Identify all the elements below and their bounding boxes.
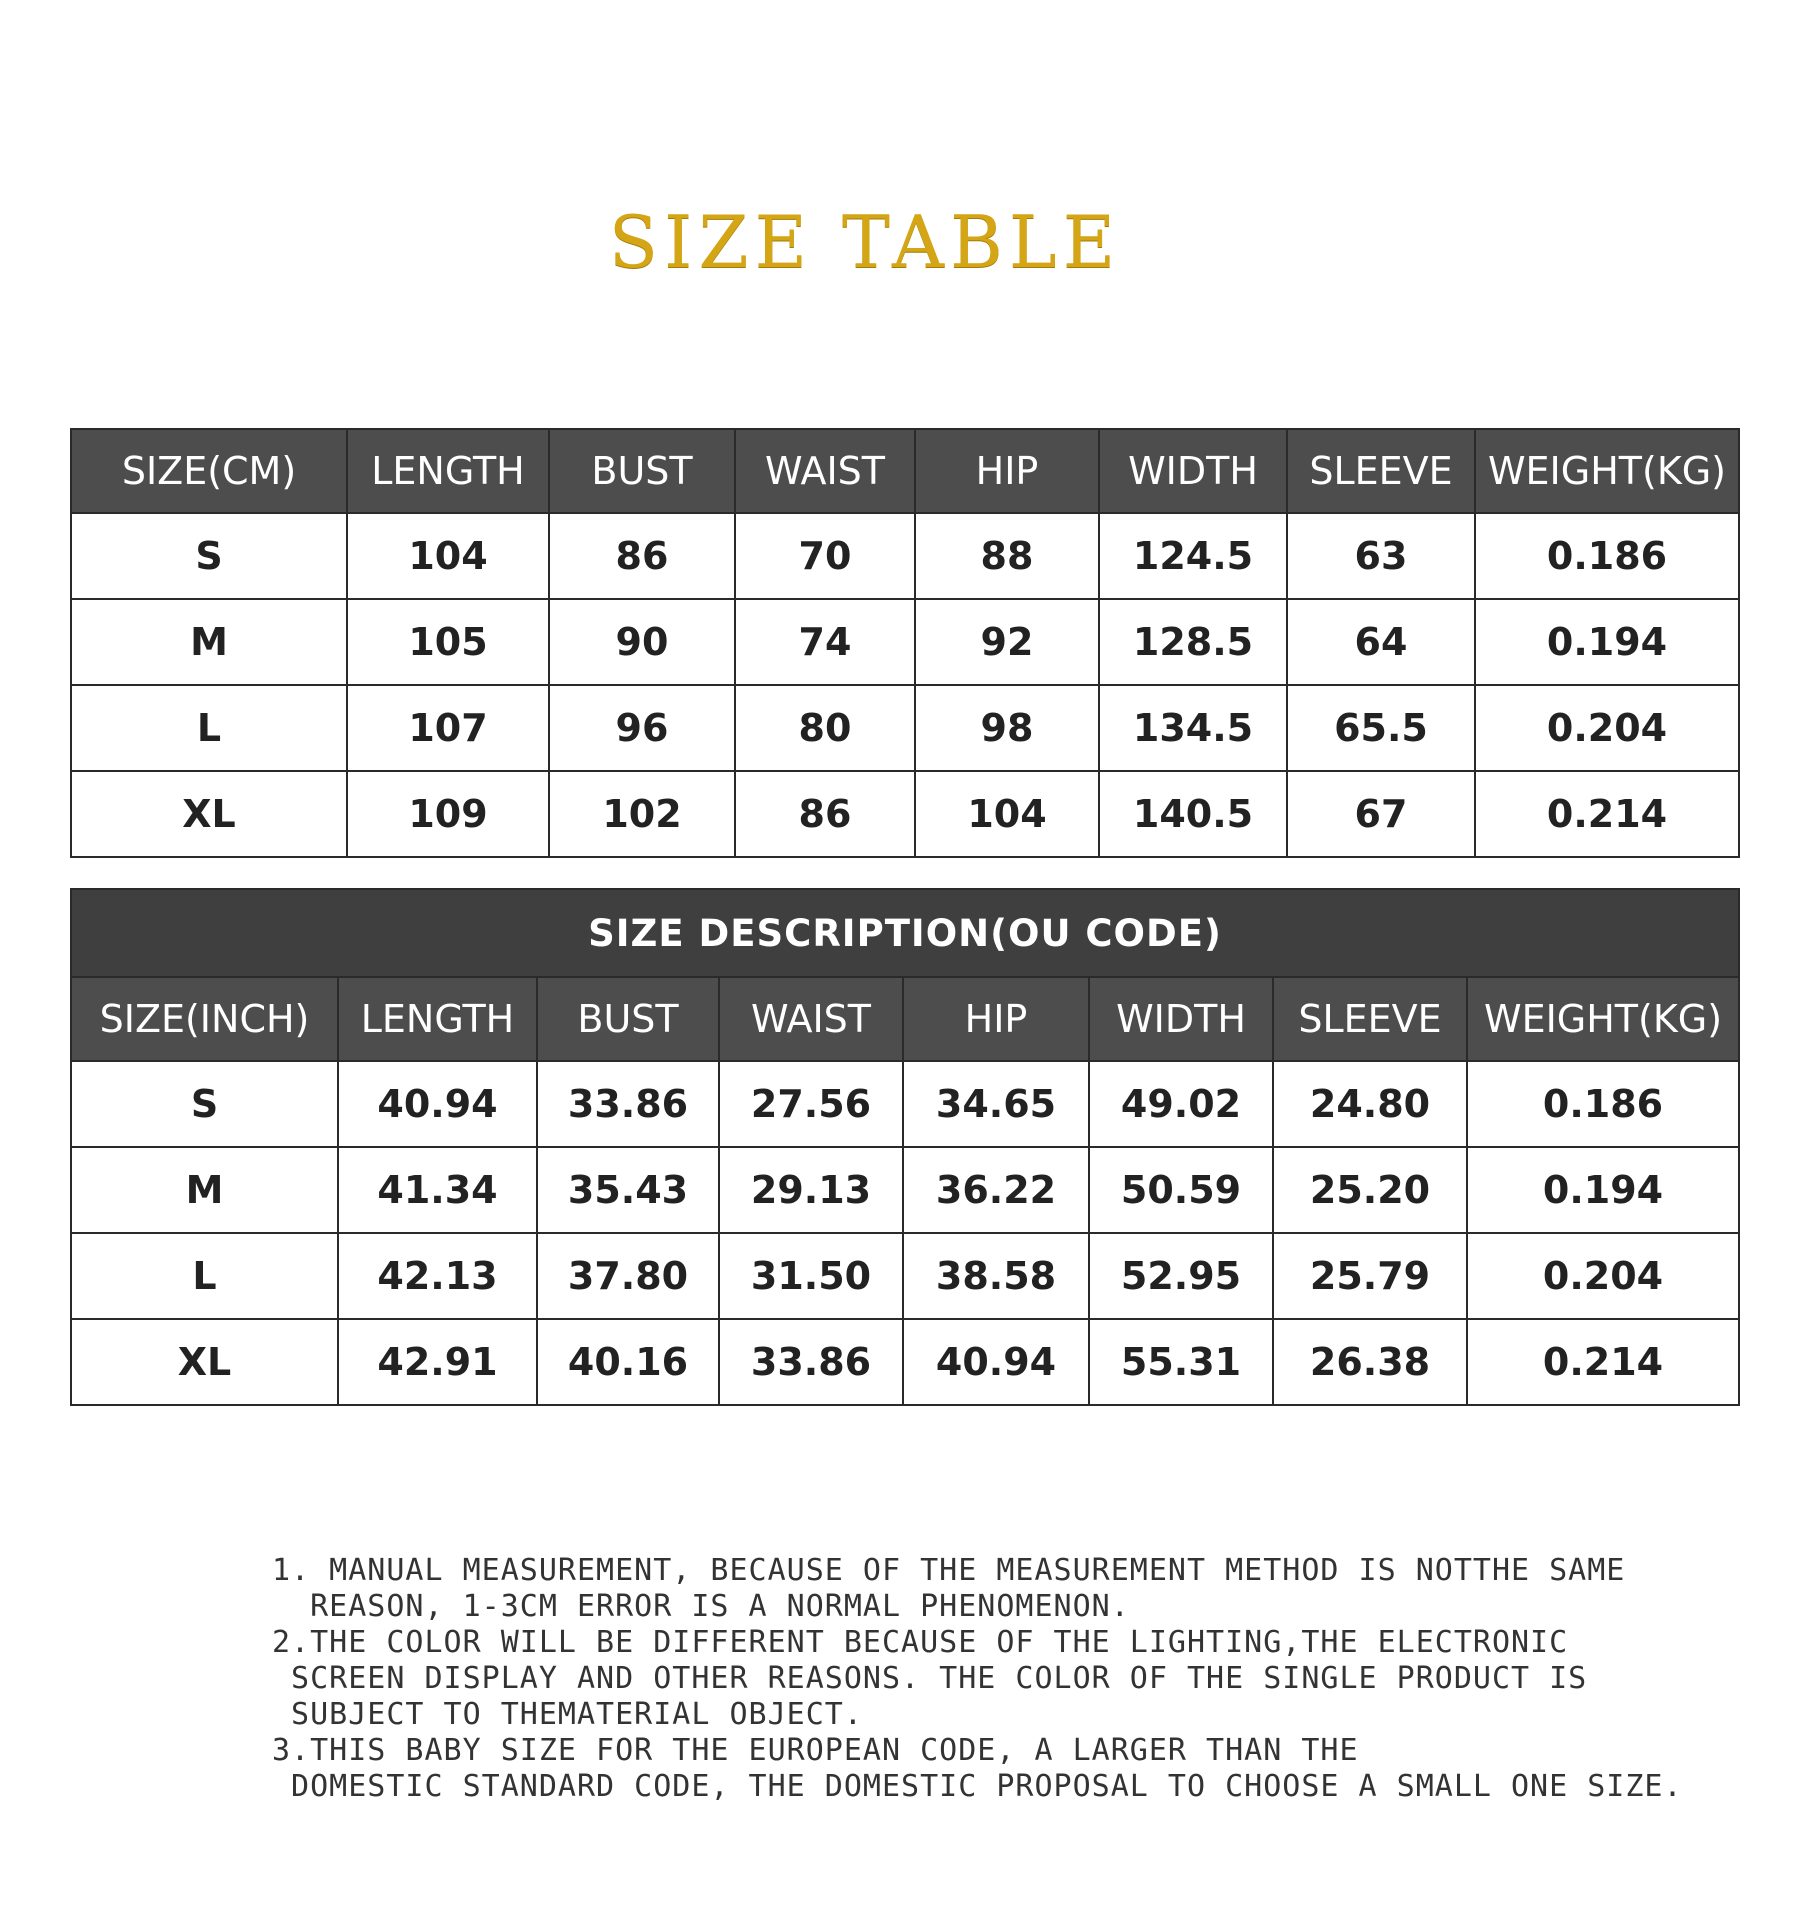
table-cell: 40.16	[537, 1319, 719, 1405]
size-label: M	[71, 1147, 338, 1233]
table-cell: 27.56	[719, 1061, 903, 1147]
table-cell: 26.38	[1273, 1319, 1467, 1405]
size-label: M	[71, 599, 347, 685]
table-cell: 86	[549, 513, 735, 599]
table-cell: 25.79	[1273, 1233, 1467, 1319]
table-cell: 104	[347, 513, 549, 599]
table-cell: 90	[549, 599, 735, 685]
table-cell: 107	[347, 685, 549, 771]
note-line: DOMESTIC STANDARD CODE, THE DOMESTIC PROPOSAL TO CHOOSE A SMALL ONE SIZE.	[272, 1769, 1683, 1804]
size-description-banner: SIZE DESCRIPTION(OU CODE)	[71, 889, 1739, 977]
table-cell: 0.214	[1467, 1319, 1739, 1405]
column-header: WEIGHT(KG)	[1475, 429, 1739, 513]
table-cell: 74	[735, 599, 915, 685]
table-row	[71, 599, 1739, 685]
table-cell: 40.94	[338, 1061, 537, 1147]
column-header: HIP	[903, 977, 1089, 1061]
table-cell: 0.186	[1475, 513, 1739, 599]
column-header: SIZE(INCH)	[71, 977, 338, 1061]
table-row	[71, 685, 1739, 771]
table-cell: 0.194	[1475, 599, 1739, 685]
table-cell: 105	[347, 599, 549, 685]
column-header: WAIST	[719, 977, 903, 1061]
size-label: S	[71, 1061, 338, 1147]
table-cell: 86	[735, 771, 915, 857]
table-cell: 34.65	[903, 1061, 1089, 1147]
size-label: S	[71, 513, 347, 599]
table-row	[71, 1319, 1739, 1405]
table-cell: 98	[915, 685, 1099, 771]
table-cell: 124.5	[1099, 513, 1287, 599]
column-header: LENGTH	[338, 977, 537, 1061]
note-line: SUBJECT TO THEMATERIAL OBJECT.	[272, 1697, 863, 1732]
table-cell: 55.31	[1089, 1319, 1273, 1405]
size-label: L	[71, 1233, 338, 1319]
table-cell: 37.80	[537, 1233, 719, 1319]
column-header: LENGTH	[347, 429, 549, 513]
table-cell: 67	[1287, 771, 1475, 857]
table-cell: 29.13	[719, 1147, 903, 1233]
table-cell: 0.204	[1475, 685, 1739, 771]
table-cell: 38.58	[903, 1233, 1089, 1319]
table-cell: 33.86	[537, 1061, 719, 1147]
note-line: REASON, 1-3CM ERROR IS A NORMAL PHENOMENON.	[272, 1589, 1130, 1624]
table-cell: 80	[735, 685, 915, 771]
table-cell: 25.20	[1273, 1147, 1467, 1233]
table-cell: 42.91	[338, 1319, 537, 1405]
table-cell: 128.5	[1099, 599, 1287, 685]
measurement-notes	[272, 1553, 1692, 1805]
note-line: 3.THIS BABY SIZE FOR THE EUROPEAN CODE, A LARGER THAN THE	[272, 1733, 1359, 1768]
column-header: SIZE(CM)	[71, 429, 347, 513]
table-cell: 52.95	[1089, 1233, 1273, 1319]
size-table-inch	[70, 888, 1740, 1406]
table-cell: 96	[549, 685, 735, 771]
table-cell: 88	[915, 513, 1099, 599]
column-header: WEIGHT(KG)	[1467, 977, 1739, 1061]
table-cell: 0.194	[1467, 1147, 1739, 1233]
table-cell: 50.59	[1089, 1147, 1273, 1233]
table-cell: 63	[1287, 513, 1475, 599]
table-row	[71, 771, 1739, 857]
note-line: 1. MANUAL MEASUREMENT, BECAUSE OF THE MEASUREMENT METHOD IS NOTTHE SAME	[272, 1553, 1626, 1588]
table-cell: 24.80	[1273, 1061, 1467, 1147]
column-header: WIDTH	[1099, 429, 1287, 513]
table-cell: 40.94	[903, 1319, 1089, 1405]
table-row	[71, 513, 1739, 599]
column-header: WAIST	[735, 429, 915, 513]
column-header: SLEEVE	[1273, 977, 1467, 1061]
table-cell: 65.5	[1287, 685, 1475, 771]
column-header: BUST	[549, 429, 735, 513]
size-table-cm	[70, 428, 1740, 858]
banner-row	[71, 889, 1739, 977]
table-cell: 0.214	[1475, 771, 1739, 857]
table-cell: 140.5	[1099, 771, 1287, 857]
table-cell: 31.50	[719, 1233, 903, 1319]
table-cell: 104	[915, 771, 1099, 857]
column-header: HIP	[915, 429, 1099, 513]
table-row	[71, 1233, 1739, 1319]
table-cell: 0.186	[1467, 1061, 1739, 1147]
header-row	[71, 429, 1739, 513]
table-cell: 64	[1287, 599, 1475, 685]
header-row	[71, 977, 1739, 1061]
table-cell: 36.22	[903, 1147, 1089, 1233]
page-title: SIZE TABLE	[608, 200, 1122, 284]
note-line: SCREEN DISPLAY AND OTHER REASONS. THE COLOR OF THE SINGLE PRODUCT IS	[272, 1661, 1588, 1696]
table-cell: 109	[347, 771, 549, 857]
table-cell: 42.13	[338, 1233, 537, 1319]
table-row	[71, 1061, 1739, 1147]
table-cell: 92	[915, 599, 1099, 685]
size-label: XL	[71, 1319, 338, 1405]
table-cell: 134.5	[1099, 685, 1287, 771]
table-cell: 35.43	[537, 1147, 719, 1233]
size-label: L	[71, 685, 347, 771]
table-cell: 102	[549, 771, 735, 857]
column-header: WIDTH	[1089, 977, 1273, 1061]
table-cell: 49.02	[1089, 1061, 1273, 1147]
column-header: BUST	[537, 977, 719, 1061]
table-cell: 70	[735, 513, 915, 599]
note-line: 2.THE COLOR WILL BE DIFFERENT BECAUSE OF THE LIGHTING,THE ELECTRONIC	[272, 1625, 1569, 1660]
table-cell: 33.86	[719, 1319, 903, 1405]
size-label: XL	[71, 771, 347, 857]
column-header: SLEEVE	[1287, 429, 1475, 513]
table-row	[71, 1147, 1739, 1233]
table-cell: 41.34	[338, 1147, 537, 1233]
table-cell: 0.204	[1467, 1233, 1739, 1319]
